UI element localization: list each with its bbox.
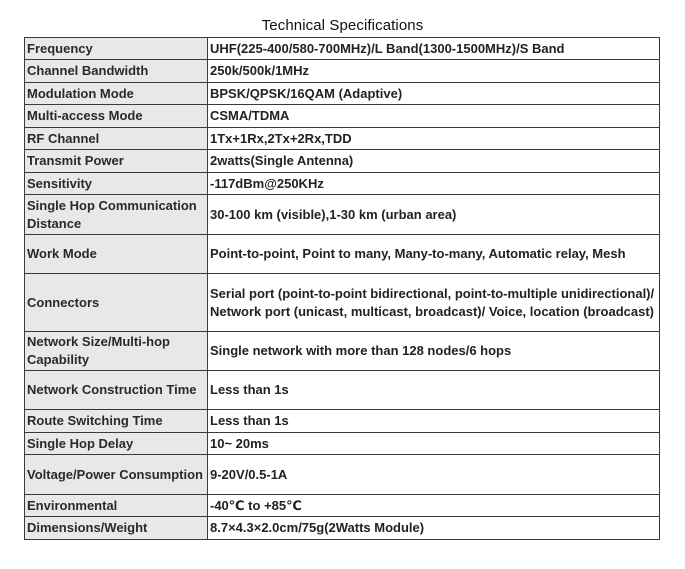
- spec-value: UHF(225-400/580-700MHz)/L Band(1300-1500MHz)/S Band: [208, 38, 660, 60]
- table-row: [25, 83, 660, 105]
- spec-value: 30-100 km (visible),1-30 km (urban area): [208, 195, 660, 235]
- spec-value: 9-20V/0.5-1A: [208, 455, 660, 495]
- table-row: [25, 150, 660, 173]
- spec-value: Single network with more than 128 nodes/6 hops: [208, 332, 660, 371]
- table-row: [25, 455, 660, 495]
- table-row: [25, 105, 660, 128]
- spec-value: Less than 1s: [208, 410, 660, 433]
- spec-value: -40℃ to +85℃: [208, 495, 660, 517]
- spec-label: Environmental: [25, 495, 208, 517]
- table-row: [25, 173, 660, 195]
- table-row: [25, 433, 660, 455]
- table-row: [25, 38, 660, 60]
- spec-label: Network Construction Time: [25, 371, 208, 410]
- spec-value: 10~ 20ms: [208, 433, 660, 455]
- spec-value: Serial port (point-to-point bidirectional, point-to-multiple unidirectional)/ Network port (unicast, multicast, broadcast)/ Voice, location (broadcast): [208, 274, 660, 332]
- spec-label: RF Channel: [25, 128, 208, 150]
- spec-value: 1Tx+1Rx,2Tx+2Rx,TDD: [208, 128, 660, 150]
- table-row: [25, 195, 660, 235]
- spec-label: Sensitivity: [25, 173, 208, 195]
- spec-label: Route Switching Time: [25, 410, 208, 433]
- spec-label: Work Mode: [25, 235, 208, 274]
- spec-label: Connectors: [25, 274, 208, 332]
- table-row: [25, 274, 660, 332]
- spec-label: Single Hop Communication Distance: [25, 195, 208, 235]
- spec-label: Dimensions/Weight: [25, 517, 208, 540]
- spec-label: Channel Bandwidth: [25, 60, 208, 83]
- table-row: [25, 371, 660, 410]
- table-row: [25, 495, 660, 517]
- table-row: [25, 60, 660, 83]
- spec-label: Single Hop Delay: [25, 433, 208, 455]
- spec-value: BPSK/QPSK/16QAM (Adaptive): [208, 83, 660, 105]
- table-row: [25, 410, 660, 433]
- spec-label: Modulation Mode: [25, 83, 208, 105]
- table-row: [25, 235, 660, 274]
- spec-label: Multi-access Mode: [25, 105, 208, 128]
- spec-value: -117dBm@250KHz: [208, 173, 660, 195]
- table-row: [25, 128, 660, 150]
- spec-value: Less than 1s: [208, 371, 660, 410]
- specifications-table: [24, 37, 660, 540]
- spec-value: 2watts(Single Antenna): [208, 150, 660, 173]
- spec-label: Transmit Power: [25, 150, 208, 173]
- spec-label: Frequency: [25, 38, 208, 60]
- page-title: Technical Specifications: [261, 17, 424, 34]
- spec-value: Point-to-point, Point to many, Many-to-many, Automatic relay, Mesh: [208, 235, 660, 274]
- table-row: [25, 517, 660, 540]
- spec-value: 250k/500k/1MHz: [208, 60, 660, 83]
- spec-label: Voltage/Power Consumption: [25, 455, 208, 495]
- table-row: [25, 332, 660, 371]
- spec-value: 8.7×4.3×2.0cm/75g(2Watts Module): [208, 517, 660, 540]
- spec-value: CSMA/TDMA: [208, 105, 660, 128]
- spec-label: Network Size/Multi-hop Capability: [25, 332, 208, 371]
